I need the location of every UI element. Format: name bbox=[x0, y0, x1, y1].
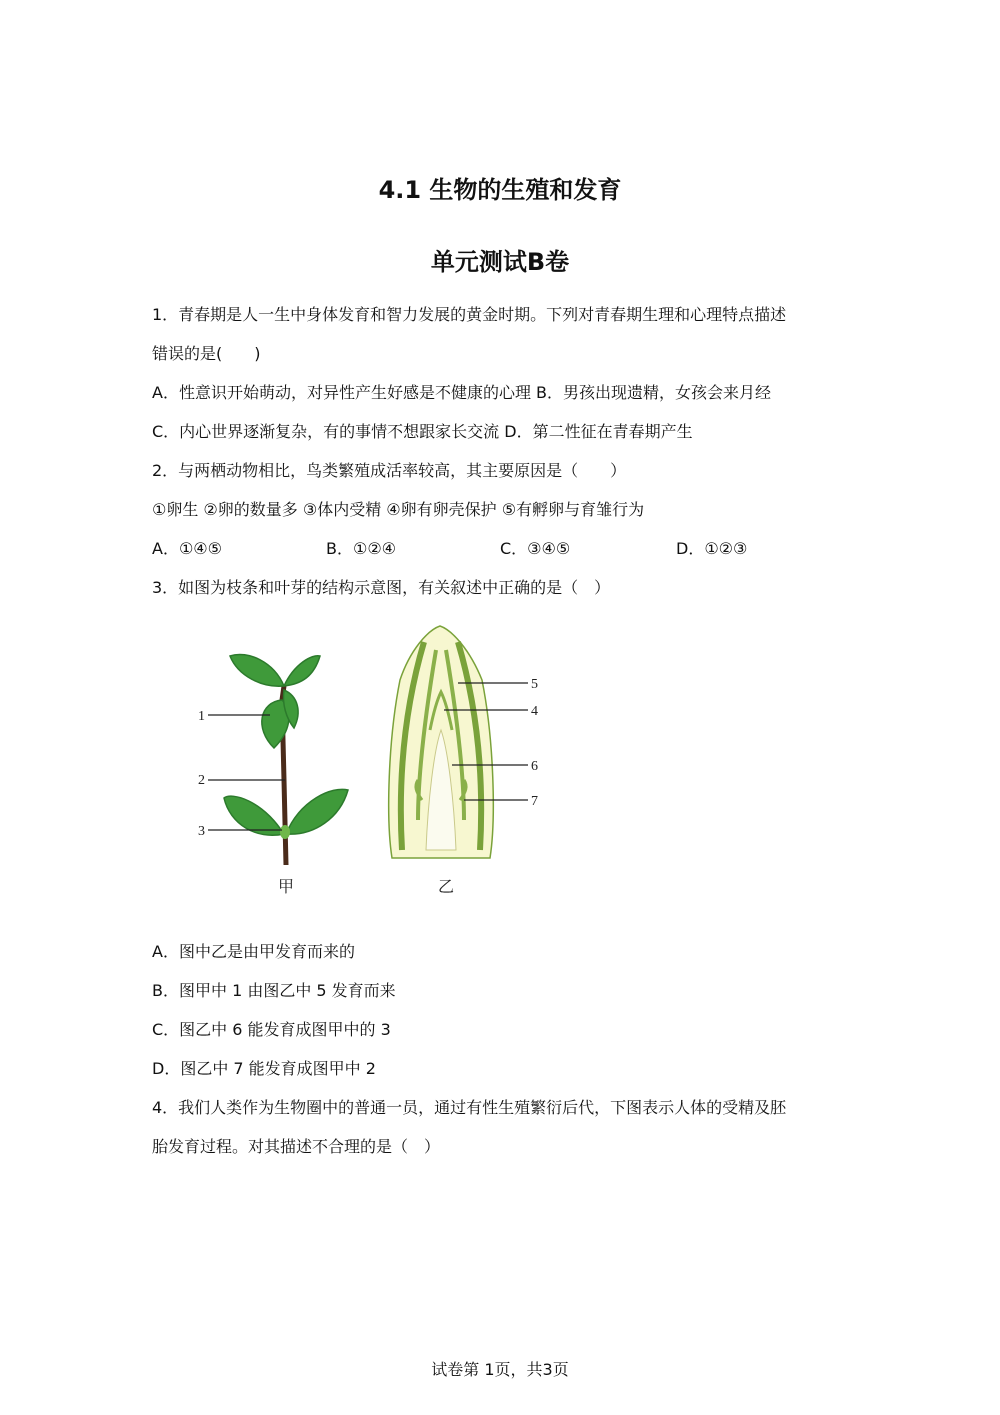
q3-stem: 3．如图为枝条和叶芽的结构示意图，有关叙述中正确的是（ ） bbox=[152, 578, 611, 597]
q2-option-b: B．①②④ bbox=[326, 539, 397, 558]
q2-option-c: C．③④⑤ bbox=[500, 539, 571, 558]
label-6: 6 bbox=[531, 759, 538, 774]
q3-option-c: C．图乙中 6 能发育成图甲中的 3 bbox=[152, 1020, 391, 1039]
branch-diagram bbox=[198, 654, 348, 896]
caption-yi: 乙 bbox=[438, 877, 455, 896]
axillary-bud bbox=[280, 825, 290, 839]
q3-figure bbox=[190, 620, 560, 900]
q3-option-b: B．图甲中 1 由图乙中 5 发育而来 bbox=[152, 981, 396, 1000]
label-3: 3 bbox=[198, 824, 205, 839]
label-7: 7 bbox=[531, 794, 538, 809]
q3-option-d: D．图乙中 7 能发育成图甲中 2 bbox=[152, 1059, 376, 1078]
bottom-right-leaf bbox=[286, 789, 348, 834]
label-2: 2 bbox=[198, 773, 205, 788]
page-subtitle: 单元测试B卷 bbox=[430, 248, 570, 276]
q2-items: ①卵生 ②卵的数量多 ③体内受精 ④卵有卵壳保护 ⑤有孵卵与育雏行为 bbox=[152, 500, 645, 519]
q2-option-a: A．①④⑤ bbox=[152, 539, 222, 558]
q1-options-line1: A．性意识开始萌动，对异性产生好感是不健康的心理 B．男孩出现遗精，女孩会来月经 bbox=[152, 383, 772, 402]
label-5: 5 bbox=[531, 677, 538, 692]
q4-stem-line2: 胎发育过程。对其描述不合理的是（ ） bbox=[152, 1137, 441, 1156]
page-title: 4.1 生物的生殖和发育 bbox=[378, 176, 622, 204]
q1-options-line2: C．内心世界逐渐复杂，有的事情不想跟家长交流 D．第二性征在青春期产生 bbox=[152, 422, 693, 441]
page-footer: 试卷第 1页，共3页 bbox=[431, 1360, 569, 1379]
caption-jia: 甲 bbox=[278, 877, 295, 896]
bud-diagram bbox=[389, 626, 538, 896]
top-left-leaf bbox=[230, 654, 284, 686]
label-1: 1 bbox=[198, 709, 205, 724]
q2-option-d: D．①②③ bbox=[676, 539, 748, 558]
q4-stem-line1: 4．我们人类作为生物圈中的普通一员，通过有性生殖繁衍后代，下图表示人体的受精及胚 bbox=[152, 1098, 787, 1117]
q1-stem-line2: 错误的是( ) bbox=[152, 344, 261, 363]
q3-option-a: A．图中乙是由甲发育而来的 bbox=[152, 942, 355, 961]
top-right-leaf bbox=[284, 656, 320, 686]
q1-stem-line1: 1．青春期是人一生中身体发育和智力发展的黄金时期。下列对青春期生理和心理特点描述 bbox=[152, 305, 787, 324]
label-4: 4 bbox=[531, 704, 538, 719]
q2-stem: 2．与两栖动物相比，鸟类繁殖成活率较高，其主要原因是（ ） bbox=[152, 461, 627, 480]
bottom-left-leaf bbox=[224, 796, 284, 835]
